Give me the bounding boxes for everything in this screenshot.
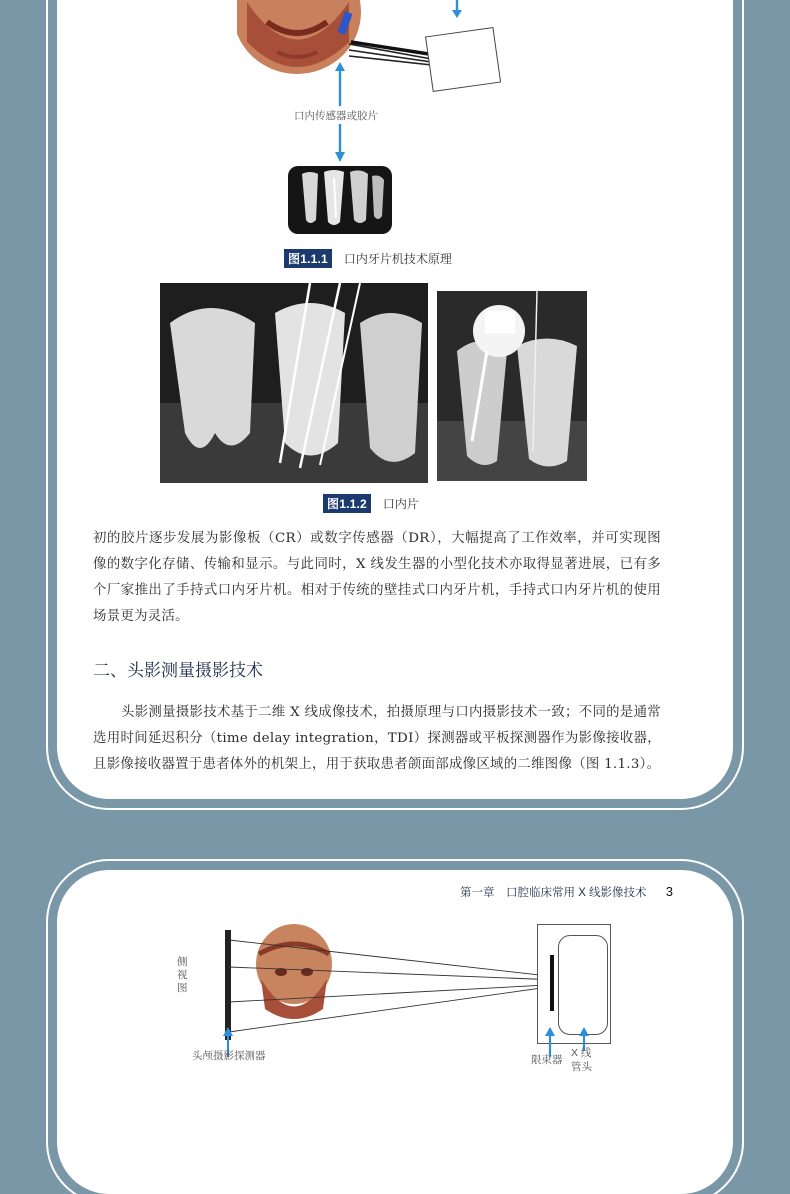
collimator-label: 限束器: [531, 1054, 563, 1066]
figure-caption-text: 口内片: [382, 497, 419, 511]
xray-tube-housing: [537, 924, 611, 1044]
collimator-plate: [550, 955, 554, 1011]
figure-caption-text: 口内牙片机技术原理: [343, 252, 452, 266]
detector-label: 头颅摄影探测器: [192, 1050, 266, 1062]
up-arrow-icon: [334, 62, 346, 107]
xray-tube-diagram: [329, 2, 509, 112]
section-heading: 二、头影测量摄影技术: [93, 661, 263, 680]
figure-caption-112: [323, 493, 419, 513]
running-header-text: 第一章 口腔临床常用 X 线影像技术: [460, 887, 647, 899]
body-paragraph: 初的胶片逐步发展为影像板（CR）或数字传感器（DR），大幅提高了工作效率，并可实现图像的数字化存储、传输和显示。与此同时，X 线发生器的小型化技术亦取得显著进展，已有多个厂家推出了手持式口内牙片机。相对于传统的壁挂式口内牙片机，手持式口内牙片机的使用场景更为灵活。: [93, 531, 661, 624]
down-arrow-icon: [451, 0, 463, 20]
running-header: [460, 884, 673, 900]
page-number: 3: [665, 884, 673, 899]
periapical-radiograph-endo: [437, 291, 587, 481]
sensor-label: 口内传感器或胶片: [294, 110, 378, 122]
down-arrow-icon: [334, 124, 346, 164]
tube-inner-frame: [558, 935, 608, 1035]
xray-tube-label: X 线管头: [571, 1047, 592, 1073]
side-view-label: 侧视图: [177, 956, 188, 994]
figure-number-tag: 图1.1.2: [323, 494, 371, 513]
periapical-radiograph-molar: [160, 283, 428, 483]
intraoral-radiograph-small: [288, 166, 392, 234]
page-card-top: [57, 0, 733, 799]
page-card-bottom: [57, 870, 733, 1194]
xray-beam-lines: [229, 932, 589, 1042]
figure-caption-111: [284, 248, 452, 268]
body-paragraph: 头影测量摄影技术基于二维 X 线成像技术，拍摄原理与口内摄影技术一致；不同的是通常选用时间延迟积分（time delay integration，TDI）探测器或平板探测器作为影像接收器，且影像接收器置于患者体外的机架上，用于获取患者颌面部成像区域的二维图像（图 1.1.3）。: [93, 705, 661, 772]
figure-number-tag: 图1.1.1: [284, 249, 332, 268]
